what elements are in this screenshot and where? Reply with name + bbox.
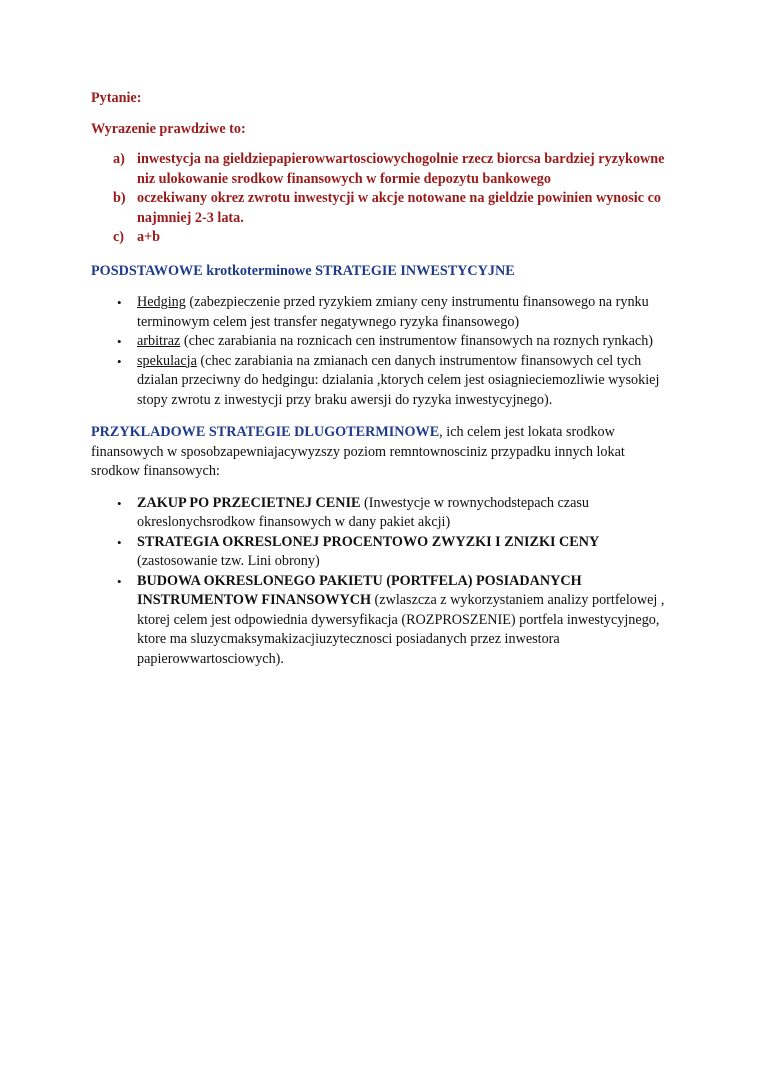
list-item-rest: (zabezpieczenie przed ryzykiem zmiany ceny instrumentu finansowego na rynku terminowym celem jest transfer negatywnego ryzyka finansowego) bbox=[137, 294, 649, 330]
section1-title-part2: krotkoterminowe bbox=[202, 262, 316, 279]
bullet-icon: • bbox=[117, 573, 122, 589]
answer-option bbox=[91, 150, 671, 189]
section1-title-part1: POSDSTAWOWE bbox=[91, 262, 203, 279]
list-item-text bbox=[137, 533, 671, 572]
section2-intro: , ich celem jest lokata srodkow finansowych w sposobzapewniajacywyzszy poziom remntownosciniz przypadku innych lokat srodkow finansowych: bbox=[91, 424, 625, 479]
list-item-text bbox=[137, 332, 671, 352]
list-item bbox=[91, 494, 671, 533]
list-item-title: STRATEGIA OKRESLONEJ PROCENTOWO ZWYZKI I ZNIZKI CENY bbox=[137, 533, 600, 550]
bullet-icon: • bbox=[117, 334, 122, 349]
list-item-rest: (zastosowanie tzw. Lini obrony) bbox=[137, 553, 320, 569]
section2-list bbox=[91, 494, 671, 670]
section1-title-part3: STRATEGIE INWESTYCYJNE bbox=[315, 262, 515, 279]
bullet-icon: • bbox=[117, 295, 122, 310]
question-prompt: Wyrazenie prawdziwe to: bbox=[91, 120, 246, 137]
bullet-icon: • bbox=[117, 353, 122, 369]
list-item-text bbox=[137, 293, 671, 332]
list-item bbox=[91, 332, 671, 352]
list-item-rest: (zwlaszcza z wykorzystaniem analizy portfelowej , ktorej celem jest odpowiednia dywersyfikacja (ROZPROSZENIE) portfela inwestycyjnego, ktore ma sluzycmaksymakizacjiuzytecznosci posiadanych przez inwestora papierowwartosciowych). bbox=[137, 592, 665, 667]
list-item-text bbox=[137, 352, 671, 411]
option-label: a) bbox=[113, 151, 125, 167]
option-text: oczekiwany okrez zwrotu inwestycji w akcje notowane na gieldzie powinien wynosic co najmniej 2-3 lata. bbox=[137, 190, 661, 226]
option-text: inwestycja na gieldziepapierowwartosciowychogolnie rzecz biorcsa bardziej ryzykowne niz ulokowanie srodkow finansowych w formie depozytu bankowego bbox=[137, 151, 665, 187]
list-item-rest: (chec zarabiania na roznicach cen instrumentow finansowych na roznych rynkach) bbox=[180, 333, 654, 349]
section1-title bbox=[91, 262, 671, 282]
document-content bbox=[91, 89, 671, 669]
list-item-text bbox=[137, 572, 671, 670]
bullet-icon: • bbox=[117, 534, 122, 550]
answer-option bbox=[91, 189, 671, 228]
list-item-text bbox=[137, 494, 671, 533]
list-item-title: BUDOWA OKRESLONEGO PAKIETU (PORTFELA) POSIADANYCH INSTRUMENTOW FINANSOWYCH bbox=[137, 572, 582, 608]
list-item-rest: (chec zarabiania na zmianach cen danych instrumentow finansowych cel tych dzialan przeciwny do hedgingu: dzialania ,ktorych celem jest osiagnieciemozliwie wysokiej stopy zwrotu z inwestycji przy braku awersji do ryzyka inwestycyjnego). bbox=[137, 352, 660, 408]
list-item-term: Hedging bbox=[137, 294, 186, 310]
list-item bbox=[91, 293, 671, 332]
question-heading: Pytanie: bbox=[91, 90, 142, 106]
section2-paragraph bbox=[91, 423, 671, 482]
list-item bbox=[91, 572, 671, 670]
answer-options bbox=[91, 150, 671, 248]
section1-list bbox=[91, 293, 671, 410]
list-item-rest: (Inwestycje w rownychodstepach czasu okreslonychsrodkow finansowych w dany pakiet akcji) bbox=[137, 494, 589, 530]
bullet-icon: • bbox=[117, 495, 122, 511]
list-item bbox=[91, 533, 671, 572]
option-label: b) bbox=[113, 190, 126, 206]
answer-option bbox=[91, 228, 671, 248]
list-item-title: ZAKUP PO PRZECIETNEJ CENIE bbox=[137, 494, 361, 511]
option-text: a+b bbox=[137, 229, 161, 245]
list-item bbox=[91, 352, 671, 411]
option-label: c) bbox=[113, 229, 125, 245]
section2-title: PRZYKLADOWE STRATEGIE DLUGOTERMINOWE bbox=[91, 424, 440, 440]
list-item-term: spekulacja bbox=[137, 352, 197, 369]
list-item-term: arbitraz bbox=[137, 333, 181, 349]
